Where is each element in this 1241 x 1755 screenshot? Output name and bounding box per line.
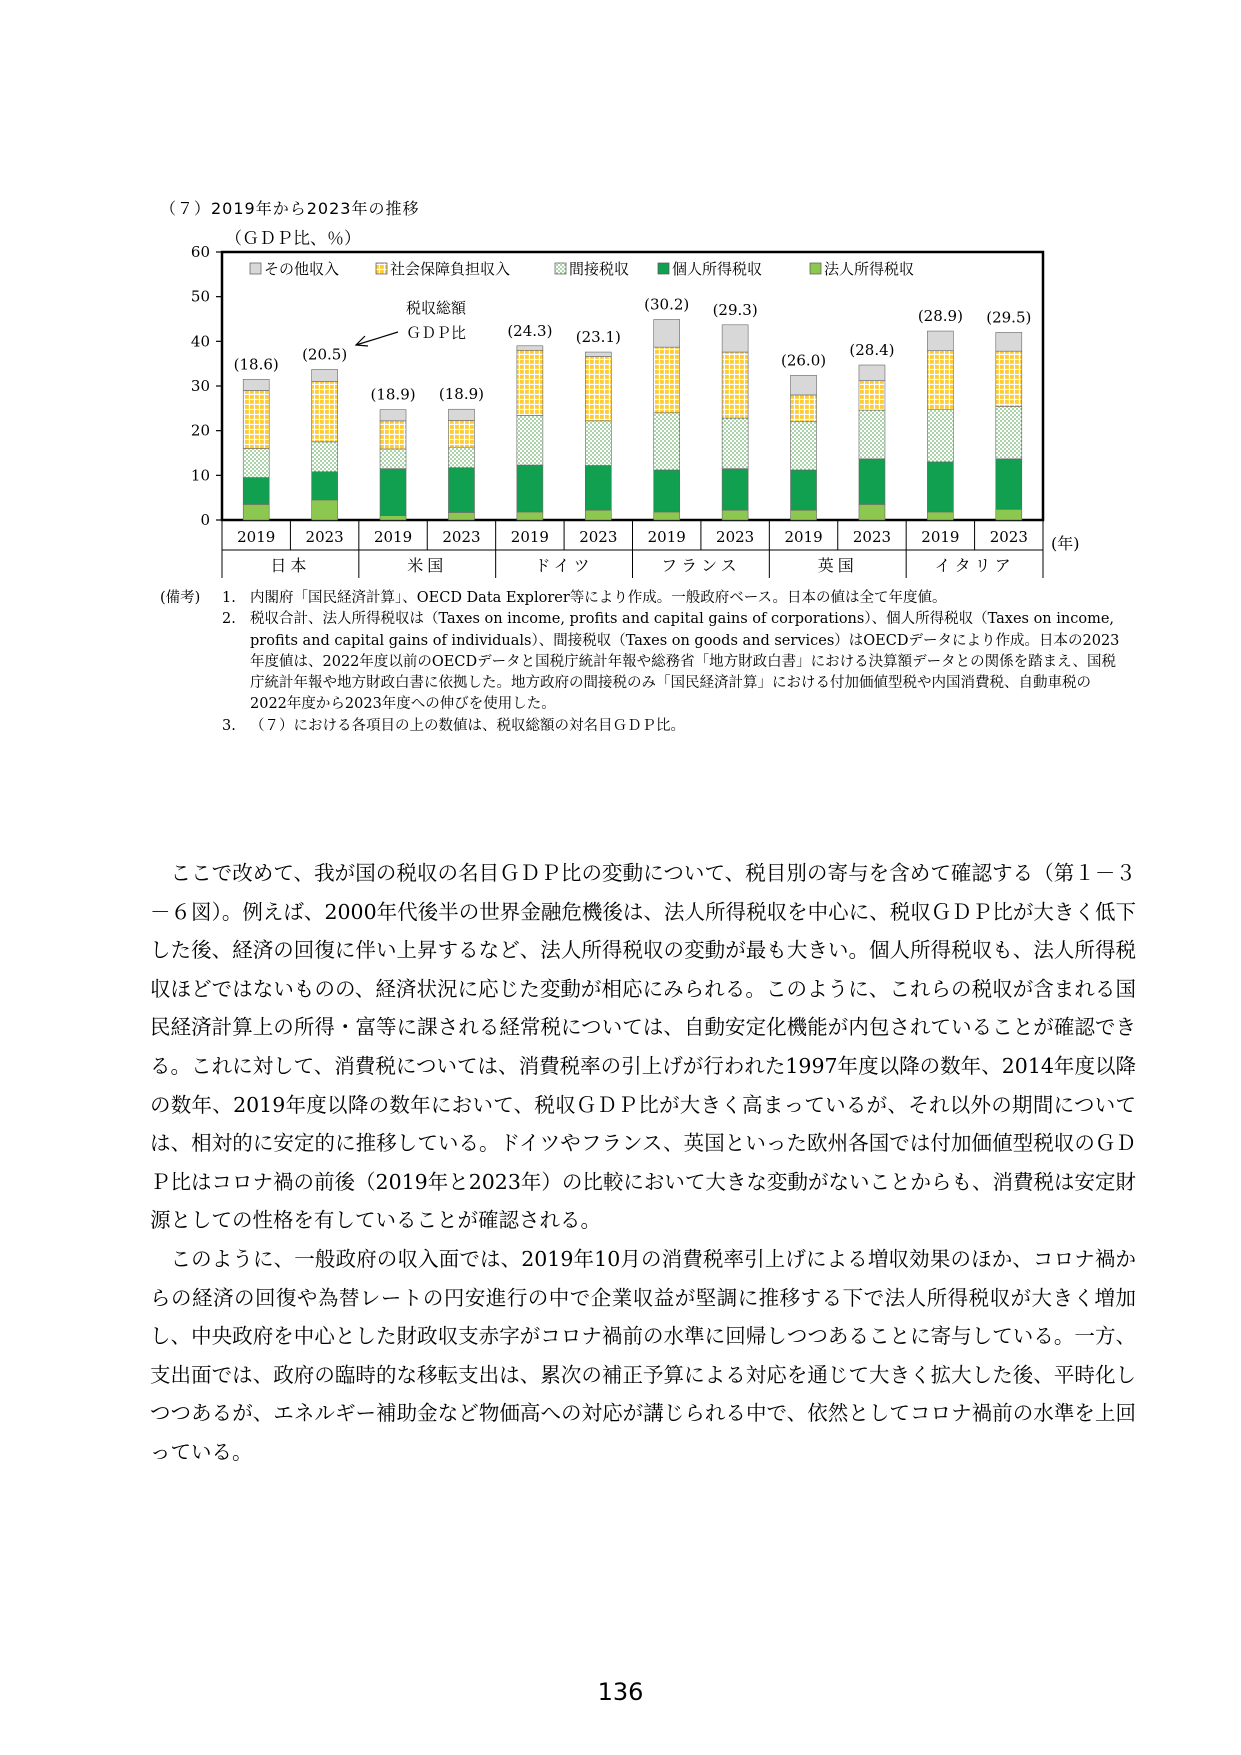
bar-segment bbox=[312, 442, 338, 472]
bar-segment bbox=[517, 350, 543, 415]
bar-segment bbox=[517, 512, 543, 520]
country-label: 日本 bbox=[270, 556, 311, 575]
bar-segment bbox=[380, 469, 406, 516]
note-item bbox=[160, 609, 1120, 715]
bar-segment bbox=[312, 500, 338, 520]
bar-total-label: (26.0) bbox=[780, 351, 827, 370]
bar-segment bbox=[448, 447, 474, 468]
legend-label: その他収入 bbox=[264, 260, 340, 278]
legend-label: 社会保障負担収入 bbox=[390, 260, 511, 278]
bar-segment bbox=[448, 420, 474, 447]
y-tick-label: 30 bbox=[190, 377, 210, 395]
bar-segment bbox=[927, 512, 953, 520]
paragraph: このように、一般政府の収入面では、2019年10月の消費税率引上げによる増収効果のほか、コロナ禍からの経済の回復や為替レートの円安進行の中で企業収益が堅調に推移する下で法人所得税収が大きく増加し、中央政府を中心とした財政収支赤字がコロナ禍前の水準に回帰しつつあることに寄与している。一方、支出面では、政府の臨時的な移転支出は、累次の補正予算による対応を通じて大きく拡大した後、平時化しつつあるが、エネルギー補助金など物価高への対応が講じられる中で、依然としてコロナ禍前の水準を上回っている。 bbox=[150, 1246, 1136, 1464]
bar-segment bbox=[791, 422, 817, 470]
x-tick-label: 2023 bbox=[442, 528, 481, 546]
paragraph: ここで改めて、我が国の税収の名目ＧＤＰ比の変動について、税目別の寄与を含めて確認する（第１－３－６図）。例えば、2000年代後半の世界金融危機後は、法人所得税収を中心に、税収ＧＤＰ比が大きく低下した後、経済の回復に伴い上昇するなど、法人所得税収の変動が最も大きい。個人所得税収も、法人所得税収ほどではないものの、経済状況に応じた変動が相応にみられる。このように、これらの税収が含まれる国民経済計算上の所得・富等に課される経常税については、自動安定化機能が内包されていることが確認できる。これに対して、消費税については、消費税率の引上げが行われた1997年度以降の数年、2014年度以降の数年、2019年度以降の数年において、税収ＧＤＰ比が大きく高まっているが、それ以外の期間については、相対的に安定的に推移している。ドイツやフランス、英国といった欧州各国では付加価値型税収のＧＤＰ比はコロナ禍の前後（2019年と2023年）の比較において大きな変動がないことからも、消費税は安定財源としての性格を有していることが確認される。 bbox=[150, 861, 1136, 1233]
x-tick-label: 2023 bbox=[305, 528, 344, 546]
bar-segment bbox=[791, 470, 817, 510]
bar-total-label: (23.1) bbox=[575, 328, 621, 347]
note-text: （７）における各項目の上の数値は、税収総額の対名目ＧＤＰ比。 bbox=[250, 717, 685, 734]
y-tick-label: 10 bbox=[190, 466, 210, 485]
y-tick-label: 20 bbox=[190, 421, 210, 440]
bar-total-label: (28.9) bbox=[917, 307, 963, 326]
bar-segment bbox=[927, 410, 953, 462]
bar-segment bbox=[859, 410, 885, 459]
bar-total-label: (29.5) bbox=[986, 308, 1032, 327]
page-number: 136 bbox=[597, 1678, 644, 1706]
bar-segment bbox=[927, 462, 953, 512]
legend-swatch bbox=[810, 263, 821, 274]
bar-segment bbox=[859, 459, 885, 505]
bar-segment bbox=[791, 375, 817, 395]
note-text: 内閣府「国民経済計算」、OECD Data Explorer等により作成。一般政府ベース。日本の値は全て年度値。 bbox=[250, 590, 947, 606]
notes-label: (備考) bbox=[160, 590, 201, 606]
bar-segment bbox=[996, 509, 1022, 520]
y-tick-label: 0 bbox=[200, 511, 210, 529]
country-label: イタリア bbox=[934, 556, 1015, 575]
bar-segment bbox=[722, 325, 748, 352]
bar-segment bbox=[380, 449, 406, 469]
note-number: 3. bbox=[222, 717, 236, 734]
y-tick-label: 50 bbox=[190, 287, 210, 306]
bar-segment bbox=[380, 410, 406, 421]
body-text bbox=[150, 854, 1136, 1472]
note-item bbox=[160, 588, 1120, 609]
note-text: 税収合計、法人所得税収は（Taxes on income, profits and capital gains of corporations）、個人所得税収（Taxes on income, profits and capital gains of individuals）、間接税収（Taxes on goods and services）はOECDデータにより作成。日本の2023年度値は、2022年度以前のOECDデータと国税庁統計年報や総務省「地方財政白書」における決算額データとの関係を踏まえ、国税庁統計年報や地方財政白書に依拠した。地方政府の間接税のみ「国民経済計算」における付加価値型税や内国消費税、自動車税の2022年度から2023年度への伸びを使用した。 bbox=[250, 611, 1120, 713]
bar-segment bbox=[927, 331, 953, 351]
legend-label: 個人所得税収 bbox=[672, 260, 763, 278]
bar-segment bbox=[654, 347, 680, 413]
notes bbox=[160, 588, 1120, 737]
bar-segment bbox=[654, 319, 680, 347]
legend-swatch bbox=[658, 263, 669, 274]
country-label: ドイツ bbox=[534, 556, 594, 575]
bar-segment bbox=[312, 382, 338, 442]
bar-segment bbox=[722, 510, 748, 520]
bar-segment bbox=[927, 351, 953, 410]
y-axis-label: （ＧＤＰ比、％） bbox=[225, 229, 361, 249]
chart-title: （７）2019年から2023年の推移 bbox=[160, 199, 420, 218]
bar-total-label: (18.9) bbox=[438, 385, 485, 404]
bar-segment bbox=[312, 472, 338, 500]
bar-total-label: (20.5) bbox=[302, 345, 348, 364]
x-tick-label: 2023 bbox=[989, 528, 1028, 546]
bar-segment bbox=[380, 516, 406, 520]
bar-segment bbox=[517, 465, 543, 512]
bar-segment bbox=[585, 357, 611, 421]
bar-segment bbox=[585, 466, 611, 511]
x-axis-unit: (年) bbox=[1051, 534, 1080, 553]
bar-segment bbox=[517, 346, 543, 350]
bar-segment bbox=[791, 510, 817, 520]
bar-segment bbox=[585, 510, 611, 520]
x-tick-label: 2019 bbox=[784, 528, 823, 546]
bar-segment bbox=[448, 409, 474, 420]
bar-segment bbox=[312, 369, 338, 381]
bar-segment bbox=[517, 415, 543, 465]
x-tick-label: 2019 bbox=[237, 528, 276, 546]
legend-swatch bbox=[250, 263, 261, 274]
x-tick-label: 2019 bbox=[647, 528, 686, 546]
bar-segment bbox=[996, 351, 1022, 406]
bar-segment bbox=[654, 470, 680, 512]
bar-segment bbox=[859, 381, 885, 410]
bar-segment bbox=[243, 504, 269, 520]
bar-segment bbox=[654, 413, 680, 470]
bar-segment bbox=[859, 365, 885, 381]
y-tick-label: 60 bbox=[190, 243, 210, 261]
x-tick-label: 2019 bbox=[921, 528, 960, 546]
bar-segment bbox=[243, 390, 269, 448]
x-tick-label: 2023 bbox=[852, 528, 892, 546]
bar-total-label: (24.3) bbox=[507, 321, 553, 340]
bar-segment bbox=[791, 395, 817, 422]
bar-segment bbox=[243, 449, 269, 478]
annotation-line2: ＧＤＰ比 bbox=[406, 324, 467, 342]
x-tick-label: 2023 bbox=[716, 528, 755, 546]
note-number: 1. bbox=[222, 590, 236, 606]
bar-segment bbox=[448, 512, 474, 520]
bar-total-label: (18.6) bbox=[233, 355, 279, 374]
legend-label: 法人所得税収 bbox=[824, 260, 915, 278]
country-label: 英国 bbox=[817, 556, 858, 575]
legend-swatch bbox=[376, 263, 387, 274]
bar-segment bbox=[722, 352, 748, 418]
bar-total-label: (28.4) bbox=[849, 341, 895, 360]
bar-segment bbox=[243, 478, 269, 505]
note-item bbox=[160, 716, 1120, 737]
x-tick-label: 2019 bbox=[373, 528, 413, 546]
y-tick-label: 40 bbox=[190, 332, 210, 351]
plot-frame bbox=[222, 252, 1043, 520]
stacked-bar-chart bbox=[0, 0, 1241, 600]
bar-total-label: (30.2) bbox=[644, 295, 690, 314]
bar-segment bbox=[722, 418, 748, 468]
x-tick-label: 2023 bbox=[579, 528, 618, 546]
country-label: フランス bbox=[661, 556, 741, 575]
bar-segment bbox=[585, 352, 611, 356]
bar-total-label: (18.9) bbox=[370, 385, 416, 404]
legend-swatch bbox=[555, 263, 566, 274]
bar-segment bbox=[380, 421, 406, 449]
bar-segment bbox=[996, 407, 1022, 459]
annotation-line1: 税収総額 bbox=[406, 299, 467, 317]
x-tick-label: 2019 bbox=[510, 528, 549, 546]
bar-segment bbox=[996, 459, 1022, 509]
bar-segment bbox=[654, 512, 680, 520]
legend-label: 間接税収 bbox=[569, 260, 630, 278]
bar-segment bbox=[996, 332, 1022, 351]
bar-segment bbox=[722, 469, 748, 511]
bar-total-label: (29.3) bbox=[712, 300, 758, 319]
bar-segment bbox=[243, 379, 269, 390]
bar-segment bbox=[859, 504, 885, 520]
country-label: 米国 bbox=[407, 556, 448, 575]
note-number: 2. bbox=[222, 611, 236, 628]
bar-segment bbox=[448, 468, 474, 513]
bar-segment bbox=[585, 421, 611, 466]
